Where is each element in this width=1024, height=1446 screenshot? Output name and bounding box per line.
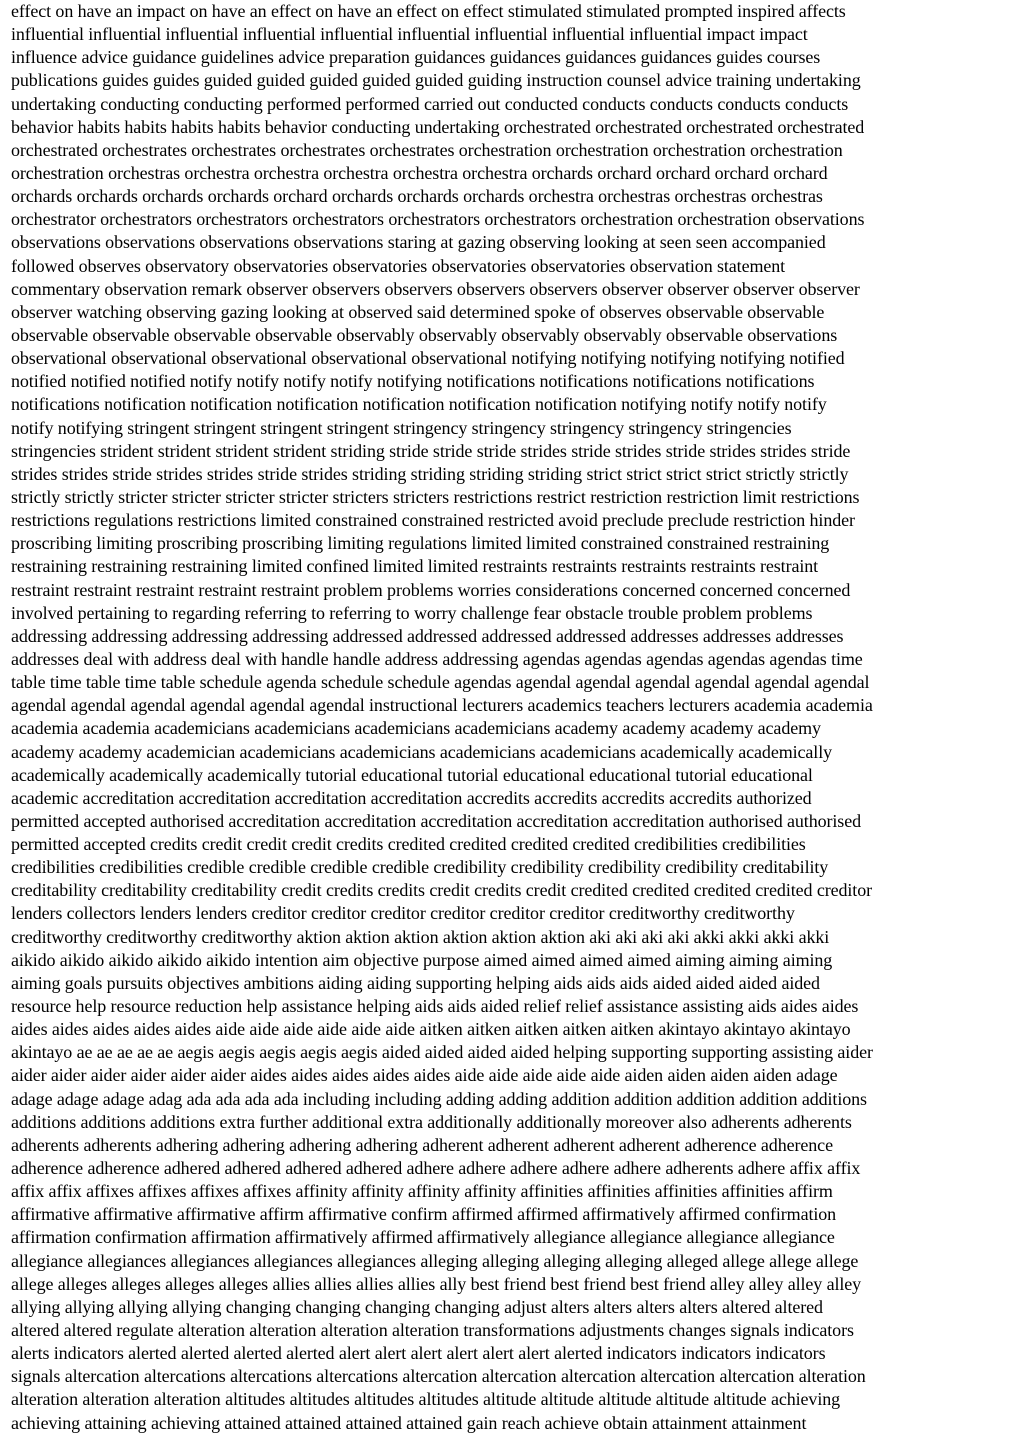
text-line: observations observations observations observations staring at gazing observing looking at seen seen accompanied	[11, 232, 826, 253]
text-line: restrictions regulations restrictions limited constrained constrained restricted avoid preclude preclude restriction hinder	[11, 510, 855, 531]
text-line: publications guides guides guided guided guided guided guided guiding instruction counsel advice training undertaking	[11, 70, 861, 91]
text-line: achieving attaining achieving attained attained attained attained gain reach achieve obtain attainment attainment	[11, 1412, 807, 1433]
text-line: academic accreditation accreditation accreditation accreditation accredits accredits accredits accredits authorized	[11, 787, 812, 808]
text-line: academy academy academician academicians academicians academicians academicians academically academically	[11, 741, 833, 762]
text-line: notify notifying stringent stringent stringent stringent stringency stringency stringency stringency stringencies	[11, 417, 792, 438]
text-line: allying allying allying allying changing changing changing changing adjust alters alters alters alters altered altered	[11, 1296, 823, 1317]
text-line: alerts indicators alerted alerted alerted alerted alert alert alert alert alert alert alerted indicators indicators indicators	[11, 1343, 826, 1364]
text-line: alteration alteration alteration altitudes altitudes altitudes altitudes altitude altitude altitude altitude altitude achieving	[11, 1389, 841, 1410]
text-line: aikido aikido aikido aikido aikido intention aim objective purpose aimed aimed aimed aimed aiming aiming aiming	[11, 949, 833, 970]
text-line: orchestration orchestras orchestra orchestra orchestra orchestra orchestra orchards orchard orchard orchard orchard	[11, 162, 828, 183]
text-line: aides aides aides aides aides aide aide aide aide aide aide aitken aitken aitken aitken aitken akintayo akintayo akintayo	[11, 1019, 851, 1040]
text-line: adherence adherence adhered adhered adhered adhered adhere adhere adhere adhere adhere adherents adhere affix affix	[11, 1158, 861, 1179]
text-line: altered altered regulate alteration alteration alteration alteration transformations adjustments changes signals indicators	[11, 1320, 854, 1341]
text-line: adherents adherents adhering adhering adhering adhering adherent adherent adherent adherent adherence adherence	[11, 1134, 833, 1155]
text-line: adage adage adage adag ada ada ada ada including including adding adding addition addition addition addition additions	[11, 1088, 867, 1109]
text-line: affirmation confirmation affirmation affirmatively affirmed affirmatively allegiance allegiance allegiance allegiance	[11, 1227, 835, 1248]
text-line: creditability creditability creditability credit credits credits credit credits credit credited credited credited credited creditor	[11, 880, 872, 901]
text-line: permitted accepted authorised accreditation accreditation accreditation accreditation accreditation authorised authorised	[11, 810, 861, 831]
text-line: aiming goals pursuits objectives ambitions aiding aiding supporting helping aids aids aids aided aided aided aided	[11, 972, 820, 993]
text-line: notified notified notified notify notify notify notify notifying notifications notifications notifications notifications	[11, 371, 815, 392]
text-line: undertaking conducting conducting performed performed carried out conducted conducts conducts conducts conducts	[11, 93, 849, 114]
text-line: restraint restraint restraint restraint restraint problem problems worries considerations concerned concerned concerned	[11, 579, 851, 600]
text-line: allegiance allegiances allegiances allegiances allegiances alleging alleging alleging alleging alleged allege allege allege	[11, 1250, 859, 1271]
text-line: followed observes observatory observatories observatories observatories observatories observation statement	[11, 255, 786, 276]
text-line: observable observable observable observable observably observably observably observably observable observations	[11, 324, 838, 345]
text-line: credibilities credibilities credible credible credible credible credibility credibility credibility credibility creditability	[11, 857, 829, 878]
text-line: restraining restraining restraining limited confined limited limited restraints restraints restraints restraints restraint	[11, 556, 819, 577]
text-line: academia academia academicians academicians academicians academicians academy academy academy academy	[11, 718, 821, 739]
text-line: stringencies strident strident strident strident striding stride stride stride strides stride strides stride strides strides stride	[11, 440, 851, 461]
text-line: agendal agendal agendal agendal agendal agendal instructional lecturers academics teachers lecturers academia academia	[11, 695, 873, 716]
text-line: table time table time table schedule agenda schedule schedule agendas agendal agendal agendal agendal agendal agendal	[11, 672, 870, 693]
text-line: affix affix affixes affixes affixes affixes affinity affinity affinity affinity affinities affinities affinities affinities affirm	[11, 1181, 833, 1202]
text-line: addresses deal with address deal with handle handle address addressing agendas agendas agendas agendas agendas time	[11, 648, 863, 669]
text-line: akintayo ae ae ae ae ae aegis aegis aegis aegis aegis aided aided aided aided helping supporting supporting assisting aider	[11, 1042, 873, 1063]
text-line: creditworthy creditworthy creditworthy aktion aktion aktion aktion aktion aktion aki aki aki aki akki akki akki akki	[11, 926, 830, 947]
text-line: influential influential influential influential influential influential influential influential influential impact impact	[11, 24, 808, 45]
text-line: additions additions additions extra further additional extra additionally additionally moreover also adherents adherents	[11, 1111, 852, 1132]
text-line: commentary observation remark observer observers observers observers observers observer observer observer observer	[11, 278, 860, 299]
text-line: academically academically academically tutorial educational tutorial educational educational tutorial educational	[11, 764, 813, 785]
text-line: effect on have an impact on have an effect on have an effect on effect stimulated stimulated prompted inspired affects	[11, 1, 846, 21]
text-line: affirmative affirmative affirmative affirm affirmative confirm affirmed affirmed affirmatively affirmed confirmation	[11, 1204, 837, 1225]
text-line: orchestrated orchestrates orchestrates orchestrates orchestrates orchestration orchestration orchestration orchestration	[11, 139, 843, 160]
text-line: involved pertaining to regarding referring to referring to worry challenge fear obstacle trouble problem problems	[11, 602, 813, 623]
text-line: proscribing limiting proscribing proscribing limiting regulations limited limited constrained constrained restraining	[11, 533, 830, 554]
text-line: addressing addressing addressing addressing addressed addressed addressed addressed addresses addresses addresses	[11, 625, 844, 646]
text-line: orchestrator orchestrators orchestrators orchestrators orchestrators orchestrators orchestration orchestration observations	[11, 209, 865, 230]
text-line: notifications notification notification notification notification notification notification notifying notify notify notify	[11, 394, 827, 415]
text-line: strictly strictly stricter stricter stricter stricter stricters stricters restrictions restrict restriction restriction limit restrictions	[11, 486, 860, 507]
text-line: permitted accepted credits credit credit credit credits credited credited credited credited credibilities credibilities	[11, 834, 806, 855]
text-line: influence advice guidance guidelines advice preparation guidances guidances guidances guidances guides courses	[11, 47, 821, 68]
text-line: lenders collectors lenders lenders creditor creditor creditor creditor creditor creditor creditworthy creditworthy	[11, 903, 795, 924]
text-line: observer watching observing gazing looking at observed said determined spoke of observes observable observable	[11, 301, 825, 322]
text-line: behavior habits habits habits habits behavior conducting undertaking orchestrated orchestrated orchestrated orchestrated	[11, 116, 865, 137]
text-line: allege alleges alleges alleges alleges allies allies allies allies ally best friend best friend best friend alley alley alley alley	[11, 1273, 862, 1294]
text-line: orchards orchards orchards orchards orchard orchards orchards orchards orchestra orchestras orchestras orchestras	[11, 186, 823, 207]
text-line: observational observational observational observational observational notifying notifying notifying notifying notified	[11, 348, 845, 369]
text-line: signals altercation altercations altercations altercations altercation altercation altercation altercation altercation alteration	[11, 1366, 866, 1387]
text-line: strides strides stride strides strides stride strides striding striding striding striding strict strict strict strict strictly strictly	[11, 463, 849, 484]
text-line: aider aider aider aider aider aider aides aides aides aides aides aide aide aide aide aide aiden aiden aiden aiden adage	[11, 1065, 838, 1086]
text-line: resource help resource reduction help assistance helping aids aids aided relief relief assistance assisting aids aides aides	[11, 996, 859, 1017]
